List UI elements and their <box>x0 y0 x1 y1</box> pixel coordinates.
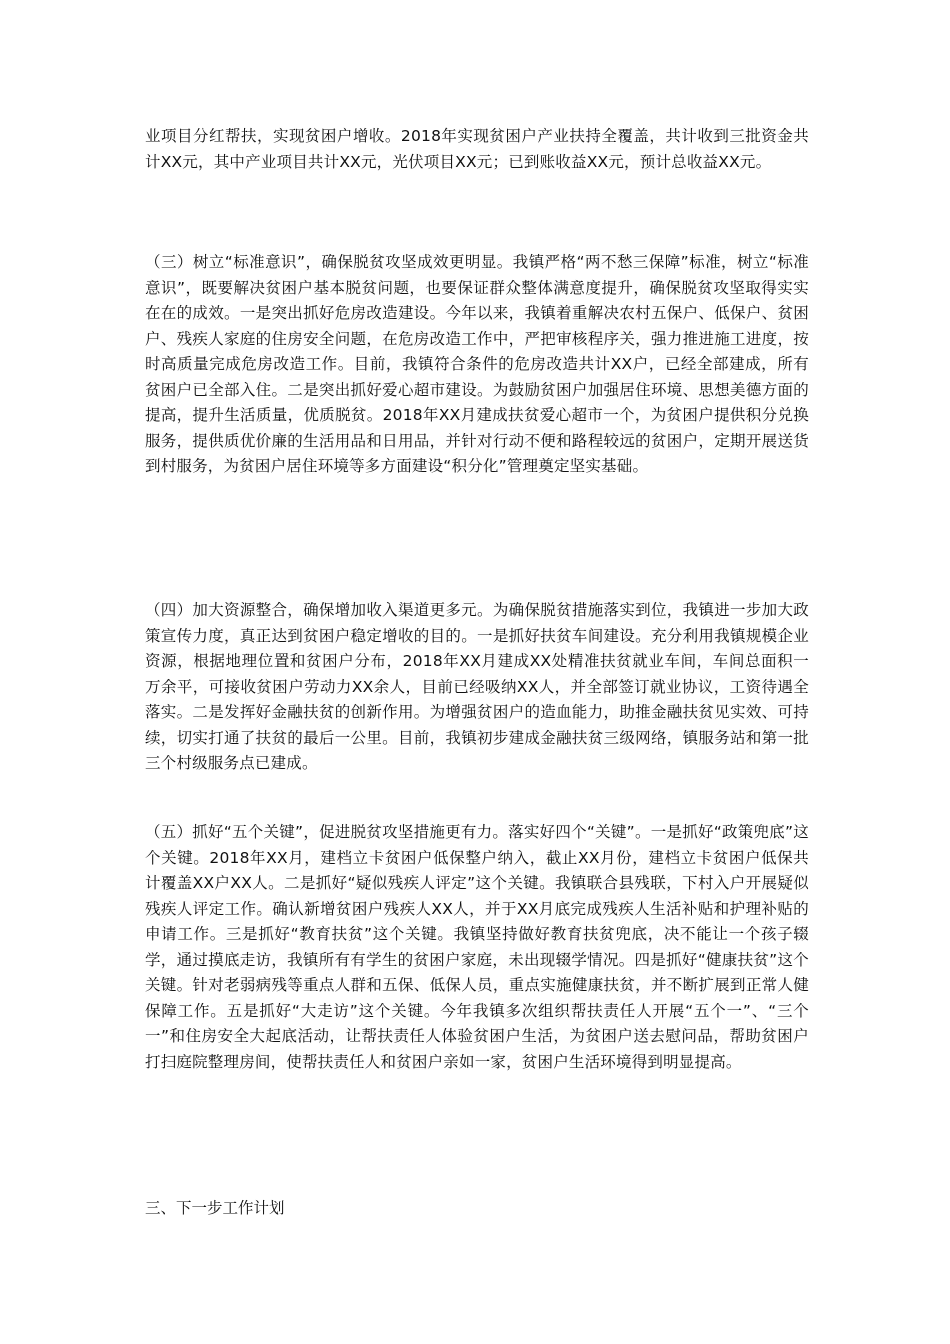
paragraph-standard-awareness: （三）树立“标准意识”，确保脱贫攻坚成效更明显。我镇严格“两不愁三保障”标准，树立“标准意识”，既要解决贫困户基本脱贫问题，也要保证群众整体满意度提升，确保脱贫攻坚取得实实在在的成效。一是突出抓好危房改造建设。今年以来，我镇着重解决农村五保户、低保户、贫困户、残疾人家庭的住房安全问题，在危房改造工作中，严把审核程序关，强力推进施工进度，按时高质量完成危房改造工作。目前，我镇符合条件的危房改造共计XX户，已经全部建成，所有贫困户已全部入住。二是突出抓好爱心超市建设。为鼓励贫困户加强居住环境、思想美德方面的提高，提升生活质量，优质脱贫。2018年XX月建成扶贫爱心超市一个，为贫困户提供积分兑换服务，提供质优价廉的生活用品和日用品，并针对行动不便和路程较远的贫困户，定期开展送货到村服务，为贫困户居住环境等多方面建设“积分化”管理奠定坚实基础。 <box>145 253 809 475</box>
paragraph-five-keys: （五）抓好“五个关键”，促进脱贫攻坚措施更有力。落实好四个“关键”。一是抓好“政策兜底”这个关键。2018年XX月，建档立卡贫困户低保整户纳入，截止XX月份，建档立卡贫困户低保共计覆盖XX户XX人。二是抓好“疑似残疾人评定”这个关键。我镇联合县残联，下村入户开展疑似残疾人评定工作。确认新增贫困户残疾人XX人，并于XX月底完成残疾人生活补贴和护理补贴的申请工作。三是抓好“教育扶贫”这个关键。我镇坚持做好教育扶贫兜底，决不能让一个孩子辍学，通过摸底走访，我镇所有有学生的贫困户家庭，未出现辍学情况。四是抓好“健康扶贫”这个关键。针对老弱病残等重点人群和五保、低保人员，重点实施健康扶贫，并不断扩展到正常人健保障工作。五是抓好“大走访”这个关键。今年我镇多次组织帮扶责任人开展“五个一”、“三个一”和住房安全大起底活动，让帮扶责任人体验贫困户生活，为贫困户送去慰问品，帮助贫困户打扫庭院整理房间，使帮扶责任人和贫困户亲如一家，贫困户生活环境得到明显提高。 <box>145 823 809 1071</box>
section-heading-next-steps: 三、下一步工作计划 <box>145 1199 285 1217</box>
paragraph-resource-integration: （四）加大资源整合，确保增加收入渠道更多元。为确保脱贫措施落实到位，我镇进一步加大政策宣传力度，真正达到贫困户稳定增收的目的。一是抓好扶贫车间建设。充分利用我镇规模企业资源，根据地理位置和贫困户分布，2018年XX月建成XX处精准扶贫就业车间，车间总面积一万余平，可接收贫困户劳动力XX余人，目前已经吸纳XX人，并全部签订就业协议，工资待遇全落实。二是发挥好金融扶贫的创新作用。为增强贫困户的造血能力，助推金融扶贫见实效、可持续，切实打通了扶贫的最后一公里。目前，我镇初步建成金融扶贫三级网络，镇服务站和第一批三个村级服务点已建成。 <box>145 601 809 772</box>
paragraph-industry-dividend: 业项目分红帮扶，实现贫困户增收。2018年实现贫困户产业扶持全覆盖，共计收到三批资金共计XX元，其中产业项目共计XX元，光伏项目XX元；已到账收益XX元，预计总收益XX元。 <box>145 127 809 171</box>
